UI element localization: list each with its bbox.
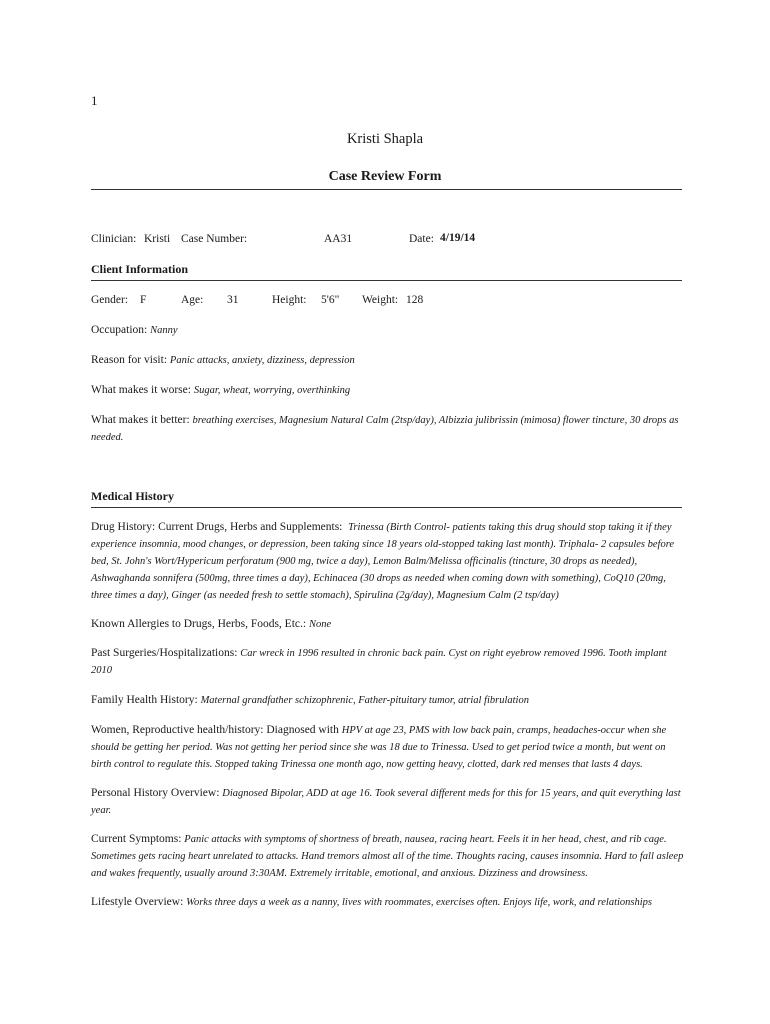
allergies-label: Known Allergies to Drugs, Herbs, Foods, Etc.: — [91, 618, 307, 630]
current-symptoms-value: Panic attacks with symptoms of shortness of breath, nausea, racing heart. Feels it in her head, chest, and rib cage. Sometimes gets racing heart unrelated to attacks. Hand tremors almost all of the time. Thoughts racing, causes insomnia. Hard to fall asleep and wakes frequently, usually around 3:30AM. Extremely irritable, emotional, and anxious. Dizziness and drowsiness. — [91, 834, 684, 879]
allergies-line — [91, 616, 686, 633]
height-value: 5'6" — [321, 294, 340, 306]
better-label: What makes it better: — [91, 414, 190, 426]
worse-label: What makes it worse: — [91, 384, 191, 396]
clinician-value: Kristi — [144, 233, 171, 245]
case-number-value: AA31 — [324, 233, 353, 245]
gender-label: Gender: — [91, 294, 129, 306]
family-history-line — [91, 692, 686, 709]
family-history-label: Family Health History: — [91, 694, 198, 706]
family-history-value: Maternal grandfather schizophrenic, Father-pituitary tumor, atrial fibrulation — [200, 695, 529, 706]
allergies-value: None — [308, 619, 332, 630]
better-line — [91, 412, 686, 446]
drug-history-label: Drug History: Current Drugs, Herbs and Supplements: — [91, 521, 343, 533]
form-title: Case Review Form — [328, 169, 442, 184]
height-label: Height: — [272, 294, 307, 306]
worse-value: Sugar, wheat, worrying, overthinking — [193, 385, 351, 396]
personal-history-label: Personal History Overview: — [91, 787, 220, 799]
personal-history — [91, 785, 686, 819]
date-label: Date: — [409, 233, 434, 245]
personal-history-value: Diagnosed Bipolar, ADD at age 16. Took several different meds for this for 15 years, and quit everything last year. — [91, 788, 681, 816]
reproductive-history-value: HPV at age 23, PMS with low back pain, cramps, headaches-occur when she should be getting her period. Was not getting her period since she was 18 due to Trinessa. Used to get period twice a month, but went on birth control to regulate this. Stopped taking Trinessa one month ago, now getting heavy, clotted, dark red menses that lasts 4 days. — [91, 725, 667, 770]
current-symptoms — [91, 831, 686, 882]
surgeries-label: Past Surgeries/Hospitalizations: — [91, 647, 238, 659]
lifestyle-value: Works three days a week as a nanny, lives with roommates, exercises often. Enjoys life, work, and relationships — [186, 897, 652, 908]
surgeries-value: Car wreck in 1996 resulted in chronic back pain. Cyst on right eyebrow removed 1996. Tooth implant 2010 — [91, 648, 667, 676]
age-label: Age: — [181, 294, 204, 306]
reason-value: Panic attacks, anxiety, dizziness, depression — [169, 355, 355, 366]
occupation-value: Nanny — [150, 325, 178, 336]
page-number: 1 — [91, 93, 98, 108]
gender-value: F — [140, 294, 147, 306]
client-info-heading: Client Information — [91, 262, 188, 276]
drug-history-value: Trinessa (Birth Control- patients taking this drug should stop taking it if they experience insomnia, mood changes, or depression, been taking since 18 years old-stopped taking last month). Triphala- 2 capsules before bed, St. John's Wort/Hypericum perforatum (900 mg, twice a day), Lemon Balm/Melissa officinalis (tincture, 30 drops as needed), Ashwaghanda sonnifera (500mg, three times a day), Echinacea (30 drops as needed when coming down with something), CoQ10 (20mg, three times a day), Ginger (as needed fresh to settle stomach), Spirulina (2g/day), Magnesium Calm (2 tsp/day) — [91, 522, 675, 601]
worse-line — [91, 382, 686, 399]
lifestyle-label: Lifestyle Overview: — [91, 896, 184, 908]
surgeries-line — [91, 645, 686, 679]
author-name: Kristi Shapla — [346, 131, 424, 147]
medical-history-divider — [91, 507, 682, 508]
weight-value: 128 — [406, 294, 424, 306]
reason-line — [91, 352, 686, 369]
medical-history-heading: Medical History — [91, 489, 174, 503]
drug-history — [91, 519, 686, 604]
reproductive-history-label: Women, Reproductive health/history: Diagnosed with — [91, 724, 339, 736]
occupation-line — [91, 322, 686, 339]
case-number-label: Case Number: — [181, 233, 248, 245]
better-value: breathing exercises, Magnesium Natural Calm (2tsp/day), Albizzia julibrissin (mimosa) flower tincture, 30 drops as needed. — [91, 415, 679, 443]
reason-label: Reason for visit: — [91, 354, 168, 366]
clinician-label: Clinician: — [91, 233, 137, 245]
lifestyle-overview — [91, 894, 686, 911]
current-symptoms-label: Current Symptoms: — [91, 833, 182, 845]
title-divider — [91, 189, 682, 190]
occupation-label: Occupation: — [91, 324, 148, 336]
age-value: 31 — [227, 294, 239, 306]
date-value: 4/19/14 — [440, 232, 476, 244]
reproductive-history — [91, 722, 686, 773]
client-info-divider — [91, 280, 682, 281]
weight-label: Weight: — [362, 294, 399, 306]
